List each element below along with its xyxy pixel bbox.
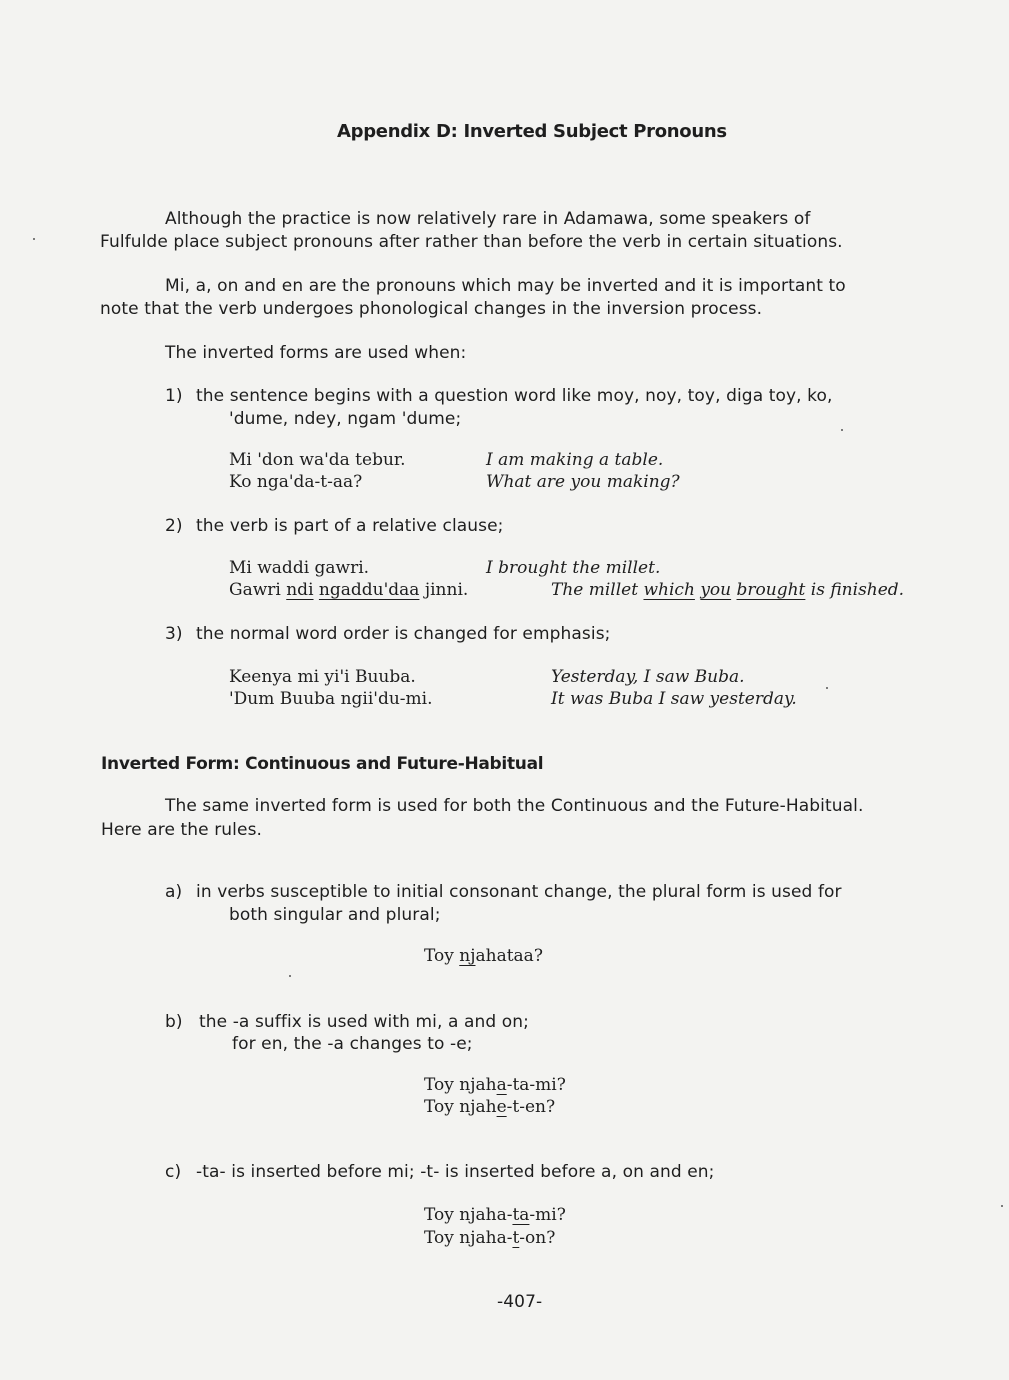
text-segment: -t-en? bbox=[506, 1097, 556, 1117]
underlined-segment: which bbox=[643, 580, 695, 600]
text-segment: Gawri bbox=[229, 580, 287, 600]
underlined-segment: ta bbox=[512, 1205, 530, 1225]
text-segment: Toy bbox=[424, 946, 460, 966]
rule-text-line-2: for en, the -a changes to -e; bbox=[232, 1034, 473, 1054]
text-segment: -ta-mi? bbox=[506, 1075, 566, 1095]
example-fulfulde: 'Dum Buuba ngii'du-mi. bbox=[229, 689, 433, 709]
condition-text-line-1: the verb is part of a relative clause; bbox=[196, 516, 504, 536]
underlined-segment: a bbox=[496, 1075, 507, 1095]
example-translation: Yesterday, I saw Buba. bbox=[551, 667, 745, 687]
intro-paragraph-3: The inverted forms are used when: bbox=[165, 343, 467, 363]
text-segment: Toy njaha- bbox=[424, 1228, 513, 1248]
example-translation-relative bbox=[551, 580, 904, 600]
underlined-segment: ndi bbox=[286, 580, 314, 600]
text-segment: ahataa? bbox=[475, 946, 543, 966]
rule-label: a) bbox=[165, 882, 183, 902]
intro-paragraph-1-line-1: Although the practice is now relatively rare in Adamawa, some speakers of bbox=[165, 209, 811, 229]
section-heading: Inverted Form: Continuous and Future-Habitual bbox=[101, 754, 544, 774]
text-segment: Toy njah bbox=[424, 1075, 497, 1095]
page-title: Appendix D: Inverted Subject Pronouns bbox=[337, 121, 727, 142]
text-segment: -mi? bbox=[529, 1205, 566, 1225]
example-fulfulde: Keenya mi yi'i Buuba. bbox=[229, 667, 416, 687]
text-segment: jinni. bbox=[419, 580, 469, 600]
rule-example bbox=[424, 1097, 555, 1117]
example-translation: It was Buba I saw yesterday. bbox=[551, 689, 797, 709]
scan-speck bbox=[841, 429, 843, 431]
rule-example bbox=[424, 1205, 566, 1225]
text-segment: -on? bbox=[519, 1228, 556, 1248]
rule-example bbox=[424, 946, 543, 966]
underlined-segment: t bbox=[512, 1228, 520, 1248]
example-translation: I brought the millet. bbox=[486, 558, 661, 578]
intro-paragraph-2-line-2: note that the verb undergoes phonological changes in the inversion process. bbox=[100, 299, 763, 319]
underlined-segment: ngaddu'daa bbox=[318, 580, 420, 600]
condition-number: 2) bbox=[165, 516, 183, 536]
section-paragraph-line-2: Here are the rules. bbox=[101, 820, 263, 840]
condition-text-line-2: 'dume, ndey, ngam 'dume; bbox=[229, 409, 462, 429]
condition-text-line-1: the normal word order is changed for emphasis; bbox=[196, 624, 611, 644]
condition-text-line-1: the sentence begins with a question word like moy, noy, toy, diga toy, ko, bbox=[196, 386, 833, 406]
intro-paragraph-1-line-2: Fulfulde place subject pronouns after rather than before the verb in certain situations. bbox=[100, 232, 843, 252]
scan-speck bbox=[1001, 1205, 1003, 1207]
example-fulfulde: Ko nga'da-t-aa? bbox=[229, 472, 363, 492]
scan-speck bbox=[33, 238, 35, 240]
rule-label: b) bbox=[165, 1012, 183, 1032]
underlined-segment: you bbox=[700, 580, 732, 600]
example-fulfulde: Mi 'don wa'da tebur. bbox=[229, 450, 406, 470]
rule-example bbox=[424, 1228, 555, 1248]
rule-text-line-1: -ta- is inserted before mi; -t- is inserted before a, on and en; bbox=[196, 1162, 715, 1182]
text-segment: Toy njaha- bbox=[424, 1205, 513, 1225]
example-translation: What are you making? bbox=[486, 472, 680, 492]
scan-speck bbox=[289, 975, 291, 977]
rule-example bbox=[424, 1075, 566, 1095]
page-number: -407- bbox=[497, 1292, 543, 1312]
scan-speck bbox=[826, 687, 828, 689]
rule-label: c) bbox=[165, 1162, 182, 1182]
example-fulfulde: Mi waddi gawri. bbox=[229, 558, 370, 578]
condition-number: 1) bbox=[165, 386, 183, 406]
text-segment: The millet bbox=[551, 580, 644, 600]
text-segment: Toy njah bbox=[424, 1097, 497, 1117]
underlined-segment: nj bbox=[459, 946, 476, 966]
rule-text-line-2: both singular and plural; bbox=[229, 905, 441, 925]
condition-number: 3) bbox=[165, 624, 183, 644]
rule-text-line-1: in verbs susceptible to initial consonant change, the plural form is used for bbox=[196, 882, 842, 902]
underlined-segment: brought bbox=[736, 580, 806, 600]
example-fulfulde-relative bbox=[229, 580, 468, 600]
underlined-segment: e bbox=[496, 1097, 507, 1117]
example-translation: I am making a table. bbox=[486, 450, 664, 470]
section-paragraph-line-1: The same inverted form is used for both the Continuous and the Future-Habitual. bbox=[165, 796, 864, 816]
rule-text-line-1: the -a suffix is used with mi, a and on; bbox=[199, 1012, 529, 1032]
text-segment: is finished. bbox=[805, 580, 905, 600]
intro-paragraph-2-line-1: Mi, a, on and en are the pronouns which may be inverted and it is important to bbox=[165, 276, 846, 296]
